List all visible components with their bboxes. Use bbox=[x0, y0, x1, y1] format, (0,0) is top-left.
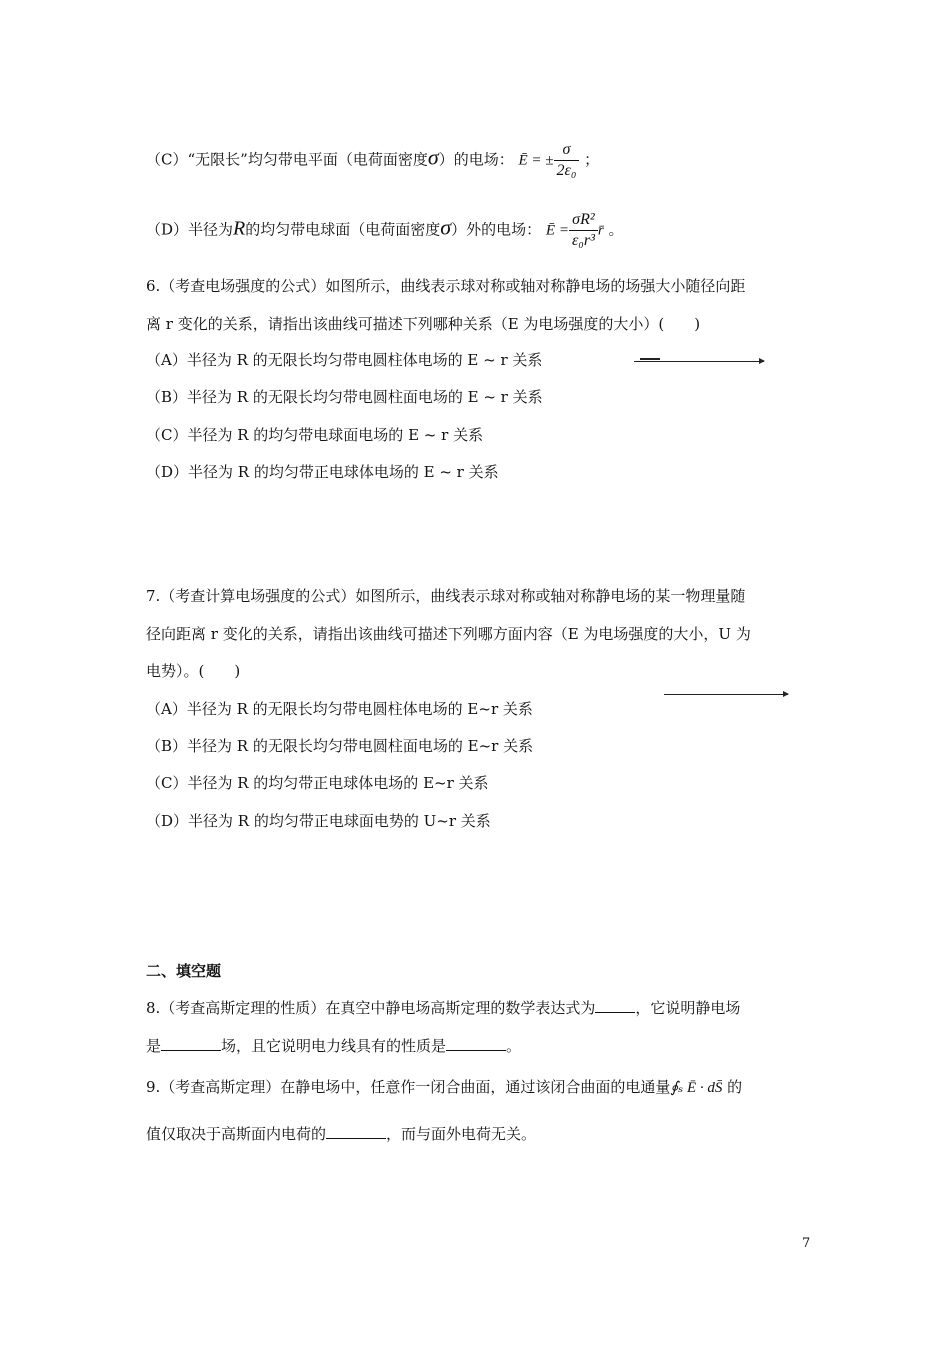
q8-text-b: ，它说明静电场 bbox=[635, 999, 741, 1017]
q9-text-c: 值仅取决于高斯面内电荷的 bbox=[146, 1125, 327, 1143]
q5-d-text: （D）半径为 bbox=[146, 220, 234, 239]
q5-c-fraction bbox=[554, 140, 580, 181]
q5-d-end: 。 bbox=[608, 220, 624, 239]
q7-stem-line1: 7.（考查计算电场强度的公式）如图所示，曲线表示球对称或轴对称静电场的某一物理量随 bbox=[146, 587, 746, 605]
q9-line1 bbox=[146, 1077, 742, 1098]
q7-stem-line3: 电势）。( ) bbox=[146, 662, 241, 680]
sigma-symbol: σ bbox=[427, 144, 439, 170]
q6-option-b: （B）半径为 R 的无限长均匀带电圆柱面电场的 E ~ r 关系 bbox=[146, 388, 543, 406]
q6-figure-curve-stub bbox=[640, 358, 660, 360]
q5-d-fraction bbox=[569, 210, 598, 251]
q5-c-end: ； bbox=[584, 150, 600, 169]
q9-text-a: 9.（考查高斯定理）在静电场中，任意作一闭合曲面，通过该闭合曲面的电通量 bbox=[146, 1078, 671, 1096]
q8-text-d: 场，且它说明电力线具有的性质是 bbox=[221, 1037, 447, 1055]
q6-figure-axis-arrow bbox=[634, 361, 764, 362]
q9-line2 bbox=[146, 1124, 536, 1144]
q5-option-d bbox=[146, 210, 624, 251]
section-heading: 二、填空题 bbox=[146, 962, 222, 980]
q8-blank-2[interactable] bbox=[161, 1036, 221, 1051]
q5-d-text2: 的均匀带电球面（电荷面密度 bbox=[245, 220, 441, 239]
q6-option-d: （D）半径为 R 的均匀带正电球体电场的 E ~ r 关系 bbox=[146, 463, 499, 481]
q6-option-c: （C）半径为 R 的均匀带电球面电场的 E ~ r 关系 bbox=[146, 426, 484, 444]
sigma-symbol: σ bbox=[440, 214, 452, 240]
q5-c-text: （C）“无限长”均匀带电平面（电荷面密度 bbox=[146, 150, 428, 169]
q7-figure-axis-arrow bbox=[664, 694, 788, 695]
q5-d-formula-lhs: Ē = bbox=[545, 222, 569, 239]
q8-blank-1[interactable] bbox=[595, 998, 635, 1013]
q5-c-formula-lhs: Ē = ± bbox=[518, 152, 554, 169]
q9-flux-integral: ∮ₛ Ē · dS̄ bbox=[670, 1080, 723, 1096]
q7-option-d: （D）半径为 R 的均匀带正电球面电势的 U~r 关系 bbox=[146, 812, 491, 830]
q8-text-a: 8.（考查高斯定理的性质）在真空中静电场高斯定理的数学表达式为 bbox=[146, 999, 596, 1017]
q5-d-formula-rhs: r̄ bbox=[597, 222, 604, 239]
q5-c-numerator: σ bbox=[554, 140, 580, 161]
q7-option-a: （A）半径为 R 的无限长均匀带电圆柱体电场的 E~r 关系 bbox=[146, 700, 533, 718]
q9-text-d: ，而与面外电荷无关。 bbox=[386, 1125, 537, 1143]
radius-symbol: R bbox=[233, 217, 246, 240]
q5-c-text2: ）的电场： bbox=[438, 150, 514, 169]
q9-blank-1[interactable] bbox=[326, 1124, 386, 1139]
q8-text-c: 是 bbox=[146, 1037, 162, 1055]
q8-line2 bbox=[146, 1036, 521, 1056]
q7-stem-line2: 径向距离 r 变化的关系，请指出该曲线可描述下列哪方面内容（E 为电场强度的大小，U 为 bbox=[146, 625, 751, 643]
q8-blank-3[interactable] bbox=[446, 1036, 506, 1051]
q5-option-c bbox=[146, 140, 599, 181]
q5-d-denominator: ε₀r³ bbox=[571, 232, 595, 249]
q5-d-numerator: σR² bbox=[569, 210, 598, 231]
q5-c-denominator: 2ε₀ bbox=[556, 162, 577, 179]
q7-option-b: （B）半径为 R 的无限长均匀带电圆柱面电场的 E~r 关系 bbox=[146, 737, 534, 755]
q7-option-c: （C）半径为 R 的均匀带正电球体电场的 E~r 关系 bbox=[146, 774, 489, 792]
q9-text-b: 的 bbox=[727, 1078, 743, 1096]
q5-d-text3: ）外的电场： bbox=[451, 220, 542, 239]
q6-stem-line1: 6.（考查电场强度的公式）如图所示，曲线表示球对称或轴对称静电场的场强大小随径向距 bbox=[146, 277, 746, 295]
q8-line1 bbox=[146, 998, 740, 1018]
q6-stem-line2: 离 r 变化的关系，请指出该曲线可描述下列哪种关系（E 为电场强度的大小）( ) bbox=[146, 315, 701, 333]
page-number: 7 bbox=[802, 1236, 811, 1251]
q8-text-e: 。 bbox=[506, 1037, 522, 1055]
q6-option-a: （A）半径为 R 的无限长均匀带电圆柱体电场的 E ~ r 关系 bbox=[146, 351, 543, 369]
